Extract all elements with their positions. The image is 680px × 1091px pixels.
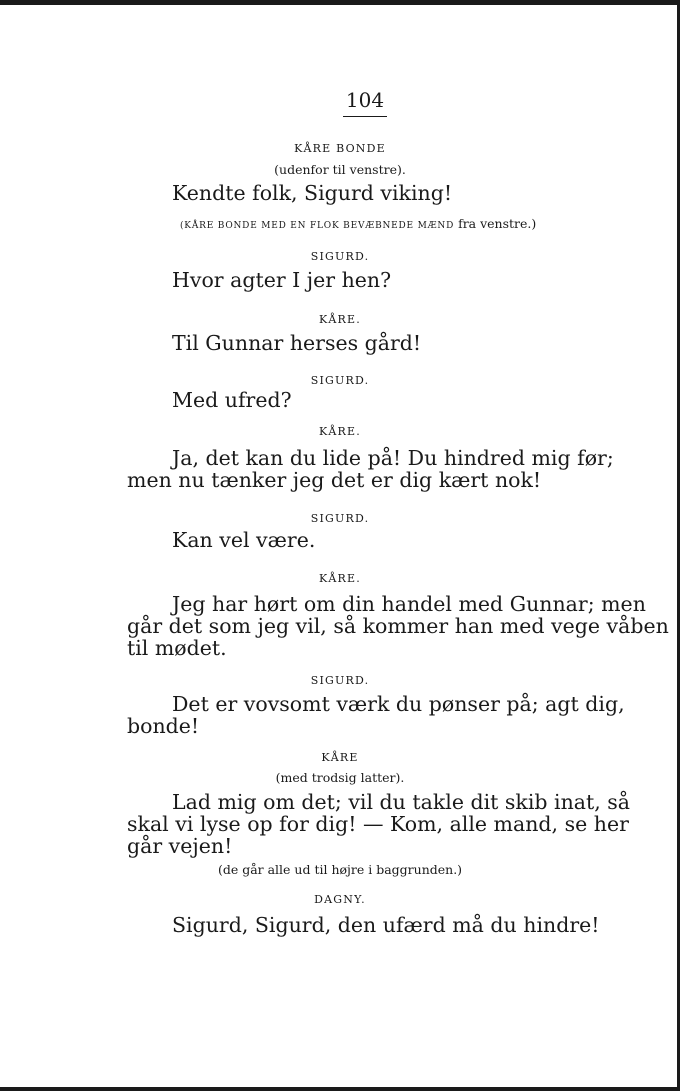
speaker-name: SIGURD. [310, 512, 370, 525]
dialogue-line: Kan vel være. [172, 528, 316, 552]
dialogue-line: bonde! [127, 714, 200, 738]
speaker-name: SIGURD. [310, 250, 370, 263]
dialogue-line: Sigurd, Sigurd, den ufærd må du hindre! [172, 913, 600, 937]
dialogue-line: går vejen! [127, 834, 233, 858]
speaker-name: KÅRE. [319, 572, 361, 585]
stage-direction: (med trodsig latter). [275, 770, 405, 785]
stage-direction: (de går alle ud til højre i baggrunden.) [217, 862, 463, 877]
dialogue-line: Til Gunnar herses gård! [172, 331, 422, 355]
page-number: 104 [345, 88, 385, 112]
dialogue-line: Hvor agter I jer hen? [172, 268, 392, 292]
dialogue-line: men nu tænker jeg det er dig kært nok! [127, 468, 542, 492]
dialogue-line: Kendte folk, Sigurd viking! [172, 181, 453, 205]
dialogue-line: Det er vovsomt værk du pønser på; agt dig, [172, 692, 625, 716]
speaker-name: KÅRE [321, 751, 359, 764]
dialogue-line: Med ufred? [172, 388, 292, 412]
stage-direction-caps: (KÅRE BONDE MED EN FLOK BEVÆBNEDE MÆND [180, 221, 455, 231]
speaker-name: SIGURD. [310, 374, 370, 387]
stage-direction: (udenfor til venstre). [274, 162, 406, 177]
speaker-name: DAGNY. [314, 893, 366, 906]
speaker-name: KÅRE. [319, 313, 361, 326]
dialogue-line: Lad mig om det; vil du takle dit skib inat, så [172, 790, 631, 814]
dialogue-line: Ja, det kan du lide på! Du hindred mig før; [172, 446, 614, 470]
dialogue-line: Jeg har hørt om din handel med Gunnar; men [172, 592, 646, 616]
dialogue-line: skal vi lyse op for dig! — Kom, alle mand, se her [127, 812, 629, 836]
dialogue-line: til mødet. [127, 636, 227, 660]
speaker-name: KÅRE BONDE [294, 142, 386, 155]
page-number-rule [343, 116, 387, 117]
speaker-name: SIGURD. [310, 674, 370, 687]
speaker-name: KÅRE. [319, 425, 361, 438]
stage-direction [180, 216, 536, 231]
dialogue-line: går det som jeg vil, så kommer han med vege våben [127, 614, 669, 638]
stage-direction-rest: fra venstre.) [454, 216, 537, 231]
scan-edge-top [0, 0, 680, 5]
scan-edge-bottom [0, 1087, 680, 1091]
